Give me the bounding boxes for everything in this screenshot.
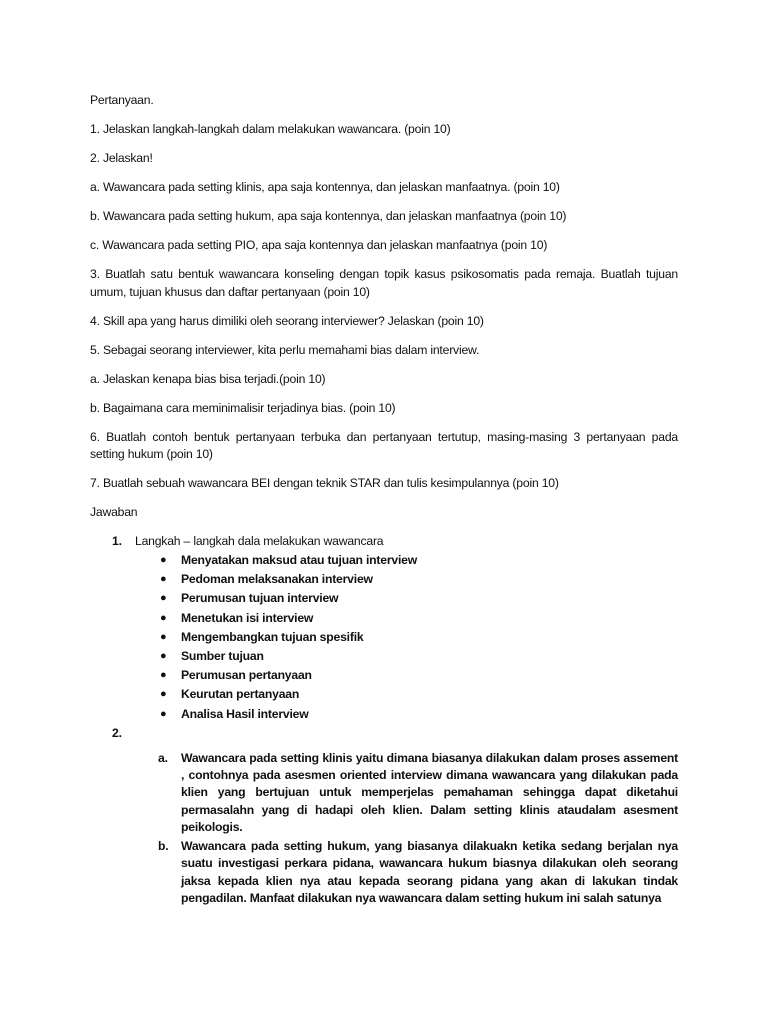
question-5b: b. Bagaimana cara meminimalisir terjadinya bias. (poin 10) bbox=[90, 400, 396, 415]
question-2: 2. Jelaskan! bbox=[90, 151, 153, 165]
answer-2-number: 2. bbox=[112, 725, 122, 740]
question-3: 3. Buatlah satu bentuk wawancara konseling dengan topik kasus psikosomatis pada remaja. Buatlah tujuan umum, tujuan khusus dan daftar pertanyaan (poin 10) bbox=[90, 267, 678, 299]
bullet-icon: ● bbox=[160, 611, 167, 624]
answers-heading: Jawaban bbox=[90, 505, 138, 519]
answer-1-bullets bbox=[90, 552, 678, 725]
list-item: ● Menetukan isi interview bbox=[90, 610, 678, 629]
bullet-icon: ● bbox=[160, 630, 167, 643]
answer-2a-letter: a. bbox=[158, 750, 168, 765]
question-2c: c. Wawancara pada setting PIO, apa saja kontennya dan jelaskan manfaatnya (poin 10) bbox=[90, 238, 548, 252]
list-item: ● Analisa Hasil interview bbox=[90, 706, 678, 725]
answer-1-header bbox=[90, 533, 678, 552]
question-1: 1. Jelaskan langkah-langkah dalam melakukan wawancara. (poin 10) bbox=[90, 122, 451, 136]
answer-2b-letter: b. bbox=[158, 839, 169, 854]
bullet-icon: ● bbox=[160, 669, 167, 682]
list-item: ● Perumusan tujuan interview bbox=[90, 590, 678, 609]
answer-1-title: Langkah – langkah dala melakukan wawancara bbox=[135, 534, 384, 548]
question-2b: b. Wawancara pada setting hukum, apa saja kontennya, dan jelaskan manfaatnya (poin 10) bbox=[90, 209, 567, 223]
list-item: ● Pedoman melaksanakan interview bbox=[90, 571, 678, 590]
question-5a: a. Jelaskan kenapa bias bisa terjadi.(poin 10) bbox=[90, 371, 326, 386]
bullet-icon: ● bbox=[160, 554, 167, 566]
list-item: ● Sumber tujuan bbox=[90, 648, 678, 667]
question-7: 7. Buatlah sebuah wawancara BEI dengan teknik STAR dan tulis kesimpulannya (poin 10) bbox=[90, 476, 559, 490]
list-item: ● Perumusan pertanyaan bbox=[90, 667, 678, 686]
question-2a: a. Wawancara pada setting klinis, apa saja kontennya, dan jelaskan manfaatnya. (poin 10) bbox=[90, 180, 560, 194]
bullet-icon: ● bbox=[160, 573, 167, 586]
answer-2a bbox=[90, 750, 678, 836]
list-item: ● Menyatakan maksud atau tujuan interview bbox=[90, 552, 678, 571]
document-body bbox=[90, 92, 678, 907]
answer-1-number: 1. bbox=[112, 534, 122, 548]
question-6: 6. Buatlah contoh bentuk pertanyaan terbuka dan pertanyaan tertutup, masing-masing 3 pertanyaan pada setting hukum (poin 10) bbox=[90, 429, 678, 461]
bullet-icon: ● bbox=[160, 592, 167, 605]
list-item: ● Keurutan pertanyaan bbox=[90, 686, 678, 705]
bullet-icon: ● bbox=[160, 649, 167, 662]
bullet-icon: ● bbox=[160, 707, 167, 720]
answer-2a-text: Wawancara pada setting klinis yaitu dimana biasanya dilakukan dalam proses assement , contohnya pada asesmen oriented interview dimana wawancara yang dilakukan pada klien yang bertujuan untuk memperjelas pemahaman sehingga dapat diketahui permasalahn yang di hadapi oleh klien. Dalam setting klinis ataudalam asesment peikologis. bbox=[181, 750, 678, 834]
question-4: 4. Skill apa yang harus dimiliki oleh seorang interviewer? Jelaskan (poin 10) bbox=[90, 313, 484, 328]
list-item: ● Mengembangkan tujuan spesifik bbox=[90, 629, 678, 648]
bullet-icon: ● bbox=[160, 688, 167, 701]
answer-2b bbox=[90, 838, 678, 907]
answer-2b-text: Wawancara pada setting hukum, yang biasanya dilakuakn ketika sedang berjalan nya suatu investigasi perkara pidana, wawancara hukum biasnya dilakukan oleh seorang jaksa kepada klien nya atau kepada seorang pidana yang akan di lakukan tindak pengadilan. Manfaat dilakukan nya wawancara dalam setting hukum ini salah satunya bbox=[181, 839, 678, 906]
answer-list bbox=[90, 533, 678, 907]
question-5: 5. Sebagai seorang interviewer, kita perlu memahami bias dalam interview. bbox=[90, 342, 480, 357]
questions-title: Pertanyaan. bbox=[90, 93, 154, 107]
answer-2-header bbox=[90, 725, 678, 744]
